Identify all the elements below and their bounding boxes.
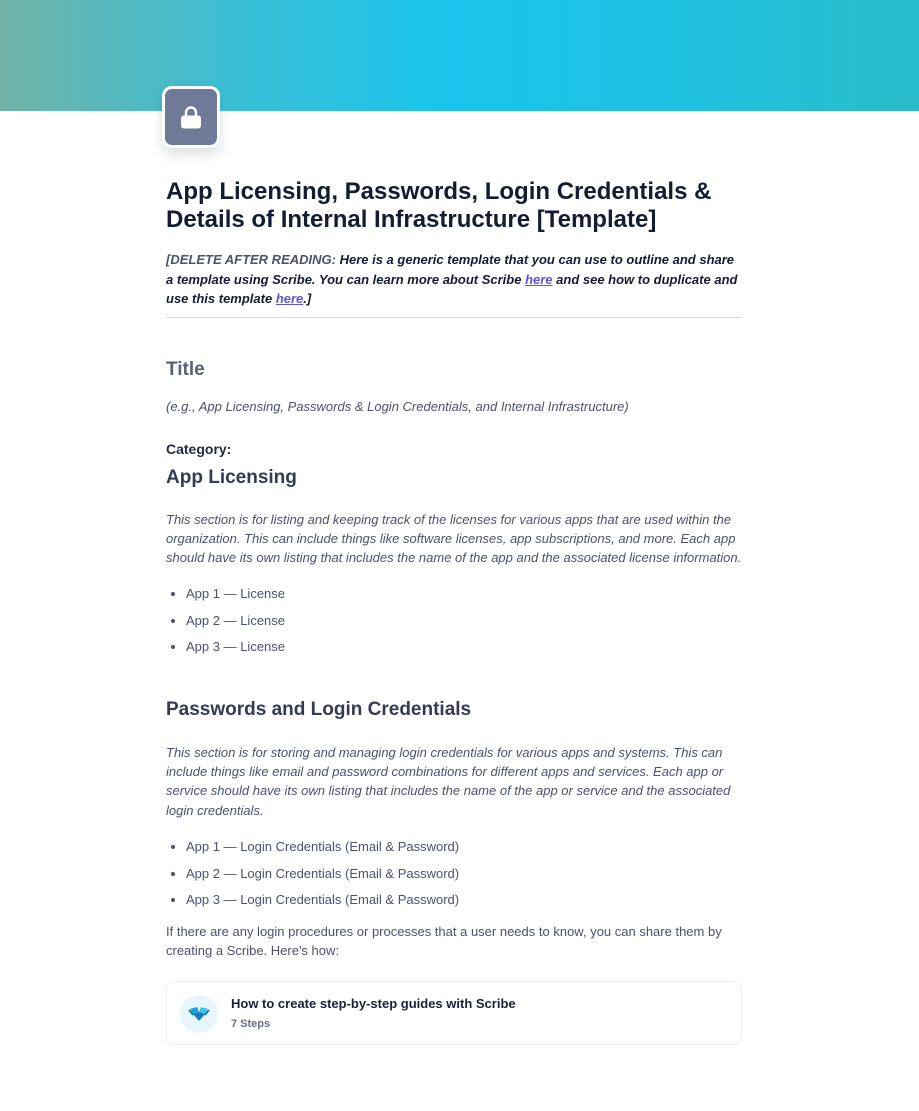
list-item: • App 1 — Login Credentials (Email & Password) bbox=[186, 838, 742, 865]
title-heading: Title bbox=[166, 358, 205, 380]
passwords-list bbox=[166, 838, 742, 918]
title-example: (e.g., App Licensing, Passwords & Login Credentials, and Internal Infrastructure) bbox=[166, 398, 629, 414]
procedures-text: If there are any login procedures or processes that a user needs to know, you can share them by creating a Scribe. Here's how: bbox=[166, 923, 722, 959]
note-text-1: Here is a generic template that you can use to outline and share a template using Scribe. You can learn more about Scribe bbox=[166, 252, 735, 287]
duplicate-template-link[interactable]: here bbox=[275, 291, 304, 306]
passwords-heading: Passwords and Login Credentials bbox=[166, 698, 472, 720]
app-licensing-heading: App Licensing bbox=[166, 466, 297, 488]
app-licensing-list bbox=[166, 585, 742, 665]
list-item: • App 2 — Login Credentials (Email & Password) bbox=[186, 865, 742, 892]
note-text-3: .] bbox=[303, 291, 312, 306]
document-title: App Licensing, Passwords, Login Credentials & Details of Internal Infrastructure [Template] bbox=[166, 178, 712, 233]
category-label: Category: bbox=[166, 440, 232, 457]
scribe-guide-card[interactable] bbox=[166, 981, 742, 1045]
guide-steps-count: 7 Steps bbox=[231, 1017, 271, 1030]
lock-icon bbox=[178, 104, 204, 130]
cover-banner bbox=[0, 0, 919, 111]
divider bbox=[166, 317, 742, 318]
list-item: • App 3 — Login Credentials (Email & Password) bbox=[186, 891, 742, 918]
template-note bbox=[166, 250, 742, 309]
page-icon[interactable] bbox=[162, 86, 220, 148]
note-text-2: and see how to duplicate and use this template bbox=[166, 271, 738, 306]
learn-more-link[interactable]: here bbox=[525, 271, 553, 287]
guide-title[interactable]: How to create step-by-step guides with Scribe bbox=[231, 995, 516, 1011]
note-lead: [DELETE AFTER READING: bbox=[166, 252, 336, 267]
scribe-logo-icon bbox=[180, 995, 218, 1033]
passwords-description: This section is for storing and managing login credentials for various apps and systems. This can include things like email and password combinations for different apps and services. Each app or service should have its own listing that includes the name of the app or service and the associated login credentials. bbox=[166, 744, 731, 818]
list-item: • App 3 — License bbox=[186, 638, 742, 665]
list-item: • App 2 — License bbox=[186, 612, 742, 639]
app-licensing-description: This section is for listing and keeping track of the licenses for various apps that are used within the organization. This can include things like software licenses, app subscriptions, and more. Each app should have its own listing that includes the name of the app and the associated license information. bbox=[166, 511, 742, 566]
list-item: • App 1 — License bbox=[186, 585, 742, 612]
document-body bbox=[166, 178, 742, 1045]
